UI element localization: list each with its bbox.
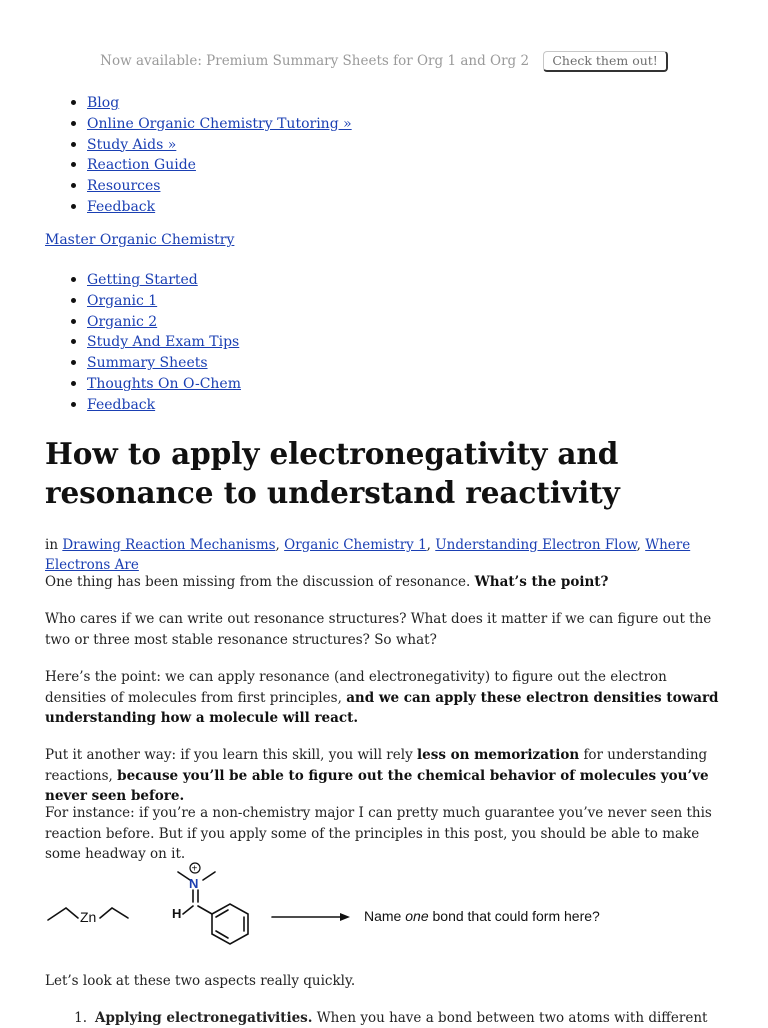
top-nav-link-feedback[interactable]: Feedback xyxy=(87,198,156,215)
zn-label: Zn xyxy=(80,909,97,925)
main-nav-link-summary-sheets[interactable]: Summary Sheets xyxy=(87,355,208,372)
promo-bar xyxy=(0,50,768,72)
paragraph-5: For instance: if you’re a non-chemistry major I can pretty much guarantee you’ve never seen this reaction before. But if you apply some of the principles in this post, you should be able to make some headway on it. xyxy=(45,805,712,862)
main-nav-item-feedback xyxy=(87,394,241,415)
hydrogen-label: H xyxy=(172,906,182,921)
n-methyl-right xyxy=(203,872,215,880)
categories-prefix: in xyxy=(45,537,59,553)
paragraph-1-bold: What’s the point? xyxy=(474,574,609,590)
reaction-diagram xyxy=(40,860,680,950)
top-nav-item-study-aids xyxy=(87,134,352,155)
ordered-list xyxy=(45,1008,735,1028)
main-nav-link-feedback[interactable]: Feedback xyxy=(87,396,156,413)
main-nav-link-study-tips[interactable]: Study And Exam Tips xyxy=(87,334,240,351)
paragraph-4-part-c: for understanding reactions, xyxy=(45,747,708,784)
ethyl-right-bond xyxy=(100,908,128,918)
main-nav-item-thoughts xyxy=(87,373,241,394)
caption-part-b: one xyxy=(405,908,429,924)
top-nav-link-tutoring[interactable]: Online Organic Chemistry Tutoring » xyxy=(87,115,352,132)
paragraph-3-text: Here’s the point: we can apply resonance (and electronegativity) to figure out the electron densities of molecules from first principles, xyxy=(45,669,667,706)
list-item-1-number: 1. xyxy=(74,1010,87,1026)
nitrogen-label: N xyxy=(189,876,199,891)
main-nav-link-organic-2[interactable]: Organic 2 xyxy=(87,313,158,330)
main-nav-item-organic-2 xyxy=(87,311,241,332)
ch-bond xyxy=(183,906,193,914)
site-brand xyxy=(45,232,234,248)
main-nav xyxy=(48,269,241,415)
paragraph-4-bold-b: less on memorization xyxy=(417,747,580,763)
category-link-electron-flow[interactable]: Understanding Electron Flow xyxy=(435,537,637,553)
promo-check-button[interactable]: Check them out! xyxy=(543,51,667,72)
site-brand-link[interactable]: Master Organic Chemistry xyxy=(45,232,235,248)
top-nav-item-reaction-guide xyxy=(87,154,352,175)
top-nav-link-study-aids[interactable]: Study Aids » xyxy=(87,136,177,153)
top-nav xyxy=(48,92,352,217)
paragraph-2: Who cares if we can write out resonance structures? What does it matter if we can figure out the two or three most stable resonance structures? So what? xyxy=(45,611,712,648)
ethyl-left-bond xyxy=(48,908,78,920)
paragraph-1 xyxy=(45,572,730,593)
main-nav-item-organic-1 xyxy=(87,290,241,311)
top-nav-item-tutoring xyxy=(87,113,352,134)
diagram-caption xyxy=(364,908,600,924)
reaction-arrow-head xyxy=(340,913,350,921)
paragraph-1-text: One thing has been missing from the discussion of resonance. xyxy=(45,574,471,590)
category-link-mechanisms[interactable]: Drawing Reaction Mechanisms xyxy=(62,537,276,553)
list-item-1-bold: Applying electronegativities. xyxy=(95,1010,313,1026)
caption-part-c: bond that could form here? xyxy=(432,908,600,924)
paragraph-4 xyxy=(45,745,730,807)
caption-part-a: Name xyxy=(364,908,402,924)
top-nav-link-reaction-guide[interactable]: Reaction Guide xyxy=(87,157,196,174)
main-nav-link-organic-1[interactable]: Organic 1 xyxy=(87,292,158,309)
main-nav-link-thoughts[interactable]: Thoughts On O-Chem xyxy=(87,375,241,392)
main-nav-item-summary-sheets xyxy=(87,352,241,373)
main-nav-item-study-tips xyxy=(87,331,241,352)
promo-text: Now available: Premium Summary Sheets for Org 1 and Org 2 xyxy=(100,53,530,69)
c-ring-bond xyxy=(198,906,212,914)
category-link-where-electrons[interactable]: Where Electrons Are xyxy=(45,537,691,573)
paragraph-3 xyxy=(45,667,730,729)
benzene-ring xyxy=(212,904,248,944)
article-title: How to apply electronegativity and resonance to understand reactivity xyxy=(45,436,620,510)
paragraph-4-part-a: Put it another way: if you learn this skill, you will rely xyxy=(45,747,413,763)
category-link-organic-1[interactable]: Organic Chemistry 1 xyxy=(284,537,427,553)
top-nav-link-resources[interactable]: Resources xyxy=(87,178,161,195)
top-nav-link-blog[interactable]: Blog xyxy=(87,95,120,111)
positive-charge-label: + xyxy=(191,863,198,875)
list-item-1-text: When you have a bond between two atoms with different xyxy=(316,1010,708,1026)
main-nav-item-getting-started xyxy=(87,269,241,290)
top-nav-item-blog xyxy=(87,92,352,113)
paragraph-6: Let’s look at these two aspects really quickly. xyxy=(45,973,356,989)
top-nav-item-resources xyxy=(87,175,352,196)
main-nav-link-getting-started[interactable]: Getting Started xyxy=(87,272,198,288)
paragraph-4-bold-d: because you’ll be able to figure out the chemical behavior of molecules you’ve never seen before. xyxy=(45,767,709,804)
top-nav-item-feedback xyxy=(87,196,352,217)
article-categories: in Drawing Reaction Mechanisms, Organic Chemistry 1, Understanding Electron Flow, Where Electrons Are xyxy=(45,537,691,573)
paragraph-3-bold: and we can apply these electron densities toward understanding how a molecule will react. xyxy=(45,689,719,726)
